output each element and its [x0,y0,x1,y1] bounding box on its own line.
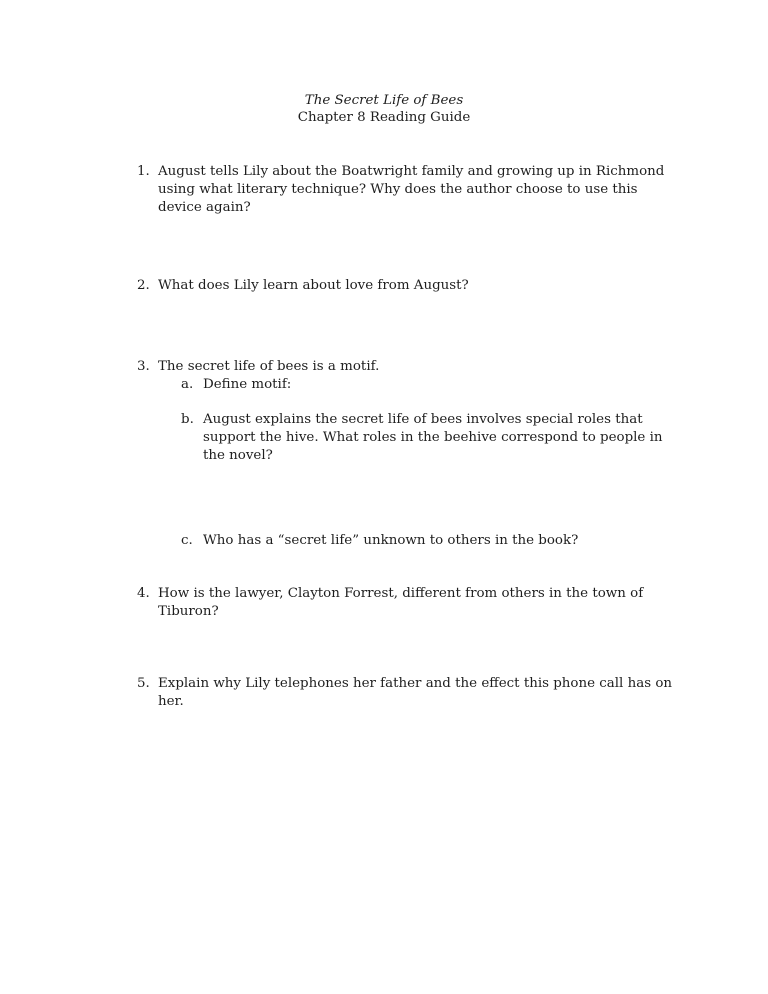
question-number: 5. [137,676,150,691]
question-text-line: The secret life of bees is a motif. [158,359,380,374]
question-text-line: Tiburon? [158,604,219,619]
subquestion-label: b. [181,412,194,427]
question-text-line: using what literary technique? Why does the author choose to use this [158,182,638,197]
question-number: 4. [137,586,150,601]
question-number: 2. [137,278,150,293]
question-text-line: device again? [158,200,251,215]
document-title: The Secret Life of Bees [304,93,464,108]
subquestion-text-line: Define motif: [203,377,292,392]
question-text-line: Explain why Lily telephones her father and the effect this phone call has on [158,676,673,691]
subquestion-text-line: the novel? [203,448,273,463]
question-text-line: What does Lily learn about love from August? [158,278,469,293]
question-text-line: How is the lawyer, Clayton Forrest, different from others in the town of [158,586,644,601]
question-text-line: her. [158,694,184,709]
subquestion-text-line: August explains the secret life of bees involves special roles that [203,412,643,427]
question-text-line: August tells Lily about the Boatwright family and growing up in Richmond [158,164,665,179]
question-number: 3. [137,359,150,374]
subquestion-text-line: support the hive. What roles in the beehive correspond to people in [203,430,663,445]
subquestion-label: a. [181,377,194,392]
question-number: 1. [137,164,150,179]
subquestion-label: c. [181,533,193,548]
document-subtitle: Chapter 8 Reading Guide [297,110,471,125]
subquestion-text-line: Who has a “secret life” unknown to others in the book? [203,533,579,548]
